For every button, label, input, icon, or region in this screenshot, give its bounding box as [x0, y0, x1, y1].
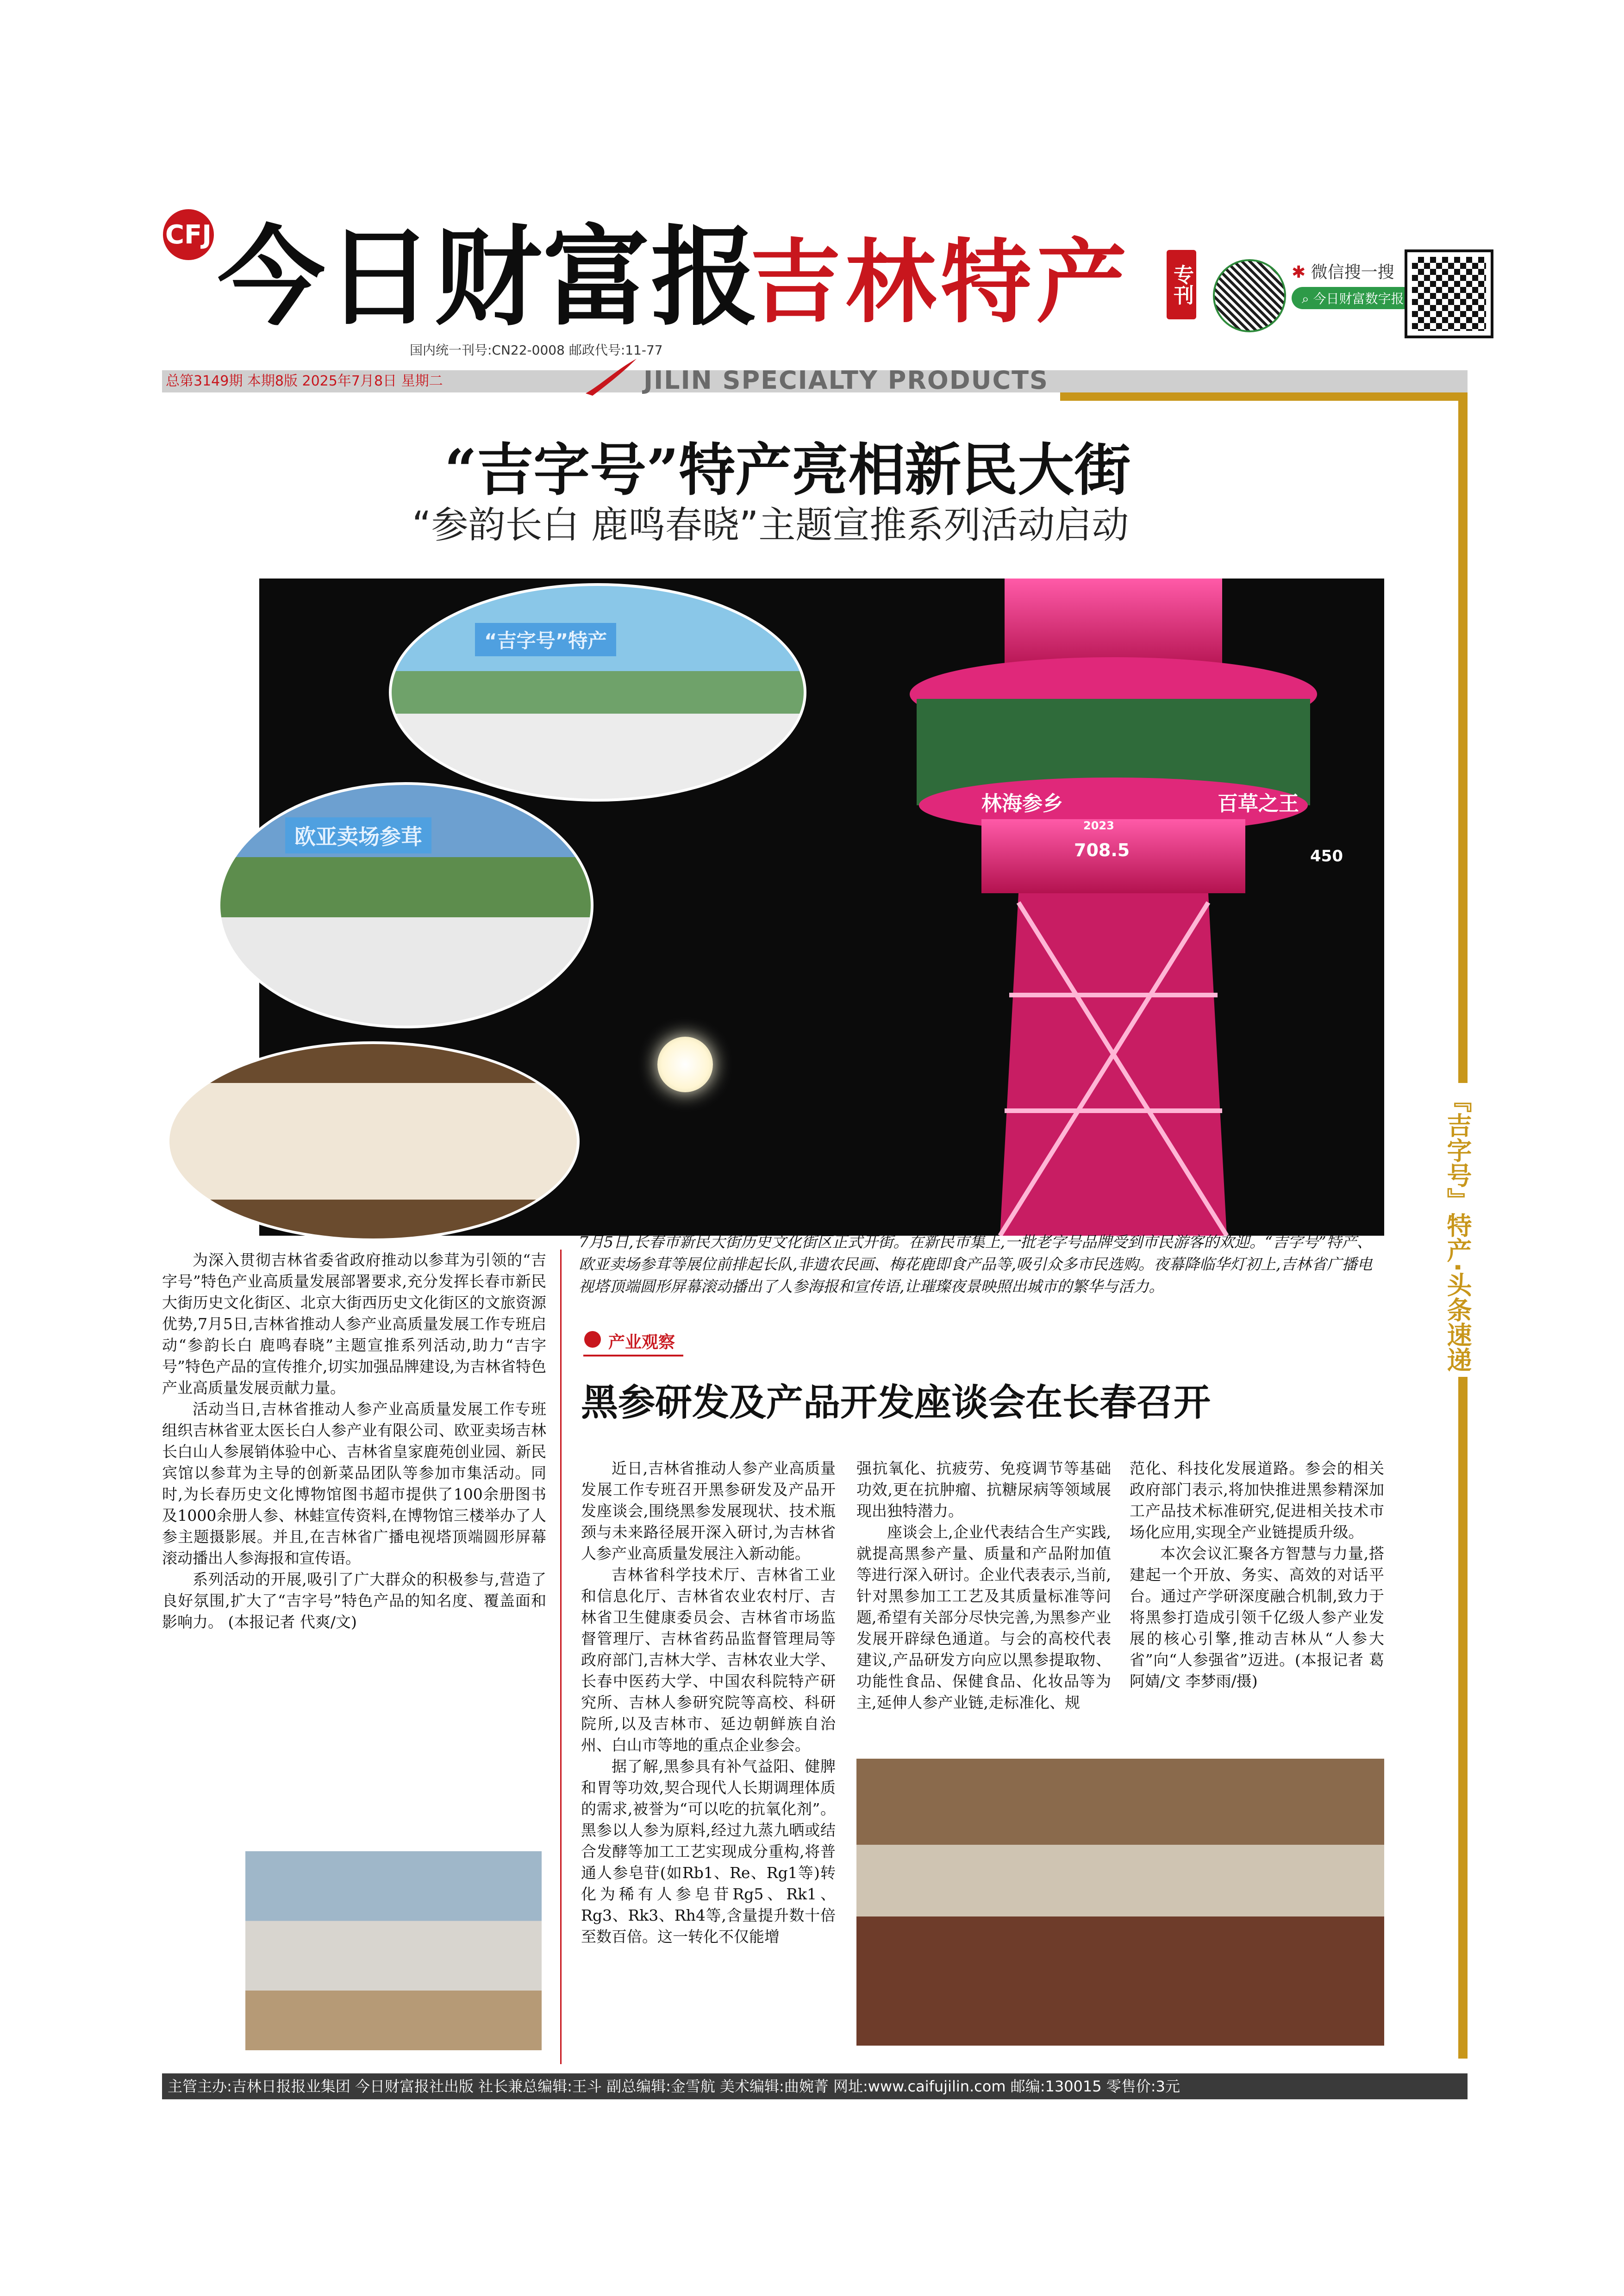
article-paragraph: 强抗氧化、抗疲劳、免疫调节等基础功效,更在抗肿瘤、抗糖尿病等领域展现出独特潜力。 [856, 1459, 1111, 1520]
article-paragraph: 近日,吉林省推动人参产业高质量发展工作专班召开黑参研发及产品开发座谈会,围绕黑参发展现状、技术瓶颈与未来路径展开深入研讨,为吉林省人参产业高质量发展注入新动能。 [581, 1459, 836, 1562]
screen-year: 2023 [1083, 819, 1114, 832]
booth-sign-1: “吉字号”特产 [475, 623, 616, 656]
market-stall-photo [245, 1851, 542, 2050]
bookshelf-photo [167, 1041, 580, 1241]
issn-line: 国内统一刊号:CN22-0008 邮政代号:11-77 [410, 342, 663, 358]
lead-paragraph: 为深入贯彻吉林省委省政府推动以参茸为引领的“吉字号”特色产业高质量发展部署要求,充分发挥长春市新民大街历史文化街区、北京大街西历史文化街区的文旅资源优势,7月5日,吉林省推动人参产业高质量发展工作专班启动“参韵长白 鹿鸣春晓”主题宣推系列活动,助力“吉字号”特色产品的宣传推介,切实加强品牌建设,为吉林省特色产业高质量发展贡献力量。 [162, 1251, 546, 1397]
qr-code[interactable] [1407, 252, 1491, 336]
lead-paragraph-text: 系列活动的开展,吸引了广大群众的积极参与,营造了良好氛围,扩大了“吉字号”特色产品的知名度、覆盖面和影响力。 [162, 1570, 546, 1631]
screen-text-left: 林海参乡 [981, 792, 1063, 815]
wechat-search-icon: ✱ [1292, 263, 1306, 282]
article-column-2 [856, 1458, 1111, 1713]
issue-info: 总第3149期 本期8版 2025年7月8日 星期二 [166, 373, 443, 389]
article-paragraph: 范化、科技化发展道路。参会的相关政府部门表示,将加快推进黑参精深加工产品技术标准研究,促进相关技术市场化应用,实现全产业链提质升级。 [1130, 1459, 1384, 1541]
screen-number-1: 708.5 [1074, 840, 1130, 860]
brand-logo: CFJ [163, 209, 214, 260]
special-edition-tag: 专刊 [1167, 250, 1196, 319]
wechat-search-label [1292, 259, 1394, 283]
booth-photo-2 [218, 782, 593, 1028]
feather-icon [583, 356, 639, 398]
footer-credits: 主管主办:吉林日报报业集团 今日财富报社出版 社长兼总编辑:王斗 副总编辑:金雪航 美术编辑:曲婉菁 网址:www.caifujilin.com 邮编:130015 零售价:3元 [162, 2073, 1468, 2099]
search-icon: ⌕ [1302, 291, 1309, 306]
booth-sign-2: 欧亚卖场参茸 [285, 817, 431, 853]
article-byline: (本报记者 葛阿婧/文 李梦雨/摄) [1130, 1651, 1384, 1690]
article-paragraph: 座谈会上,企业代表结合生产实践,就提高黑参产量、质量和产品附加值等进行深入研讨。企业代表表示,当前,针对黑参加工工艺及其质量标准等问题,希望有关部分尽快完善,为黑参产业发展开辟绿色通道。与会的高校代表建议,产品研发方向应以黑参提取物、功能性食品、保健食品、化妆品等为主,延伸人参产业链,走标准化、规 [856, 1523, 1111, 1711]
search-pill[interactable] [1292, 287, 1414, 309]
paper-name: 今日财富报 [218, 215, 760, 340]
section-tag: 产业观察 [583, 1327, 683, 1356]
meeting-photo [856, 1759, 1384, 2046]
moon [657, 1037, 713, 1092]
screen-text-right: 百草之王 [1218, 792, 1299, 815]
article-paragraph [1130, 1543, 1384, 1692]
lead-paragraph [162, 1569, 546, 1633]
article-headline: 黑参研发及产品开发座谈会在长春召开 [581, 1381, 1211, 1424]
article-column-1 [581, 1458, 836, 1948]
lead-article-body [162, 1250, 546, 1633]
article-paragraph: 吉林省科学技术厅、吉林省工业和信息化厅、吉林省农业农村厅、吉林省卫生健康委员会、吉林省市场监督管理厅、吉林省药品监督管理局等政府部门,吉林大学、吉林农业大学、长春中医药大学、中国农科院特产研究所、吉林人参研究院等高校、科研院所,以及吉林市、延边朝鲜族自治州、白山市等地的重点企业参会。 [581, 1566, 836, 1754]
english-section-title: JILIN SPECIALTY PRODUCTS [643, 366, 1049, 395]
booth-photo-1 [389, 583, 806, 802]
screen-number-2: 450 [1310, 847, 1343, 865]
photo-caption: 7月5日,长春市新民大街历史文化街区正式开街。在新民市集上,一批老字号品牌受到市民游客的欢迎。“吉字号”特产、欧亚卖场参茸等展位前排起长队,非遗农民画、梅花鹿即食产品等,吸引众多市民选购。夜幕降临华灯初上,吉林省广播电视塔顶端圆形屏幕滚动播出了人参海报和宣传语,让璀璨夜景映照出城市的繁华与活力。 [579, 1233, 1373, 1295]
search-pill-text: 今日财富数字报 [1313, 291, 1404, 306]
article-column-3 [1130, 1458, 1384, 1692]
column-rule [560, 1250, 562, 2064]
side-banner: 『吉字号』特产·头条速递 [1435, 1083, 1472, 1377]
section-name: 吉林特产 [750, 229, 1132, 336]
article-paragraph-text: 本次会议汇聚各方智慧与力量,搭建起一个开放、务实、高效的对话平台。通过产学研深度融合机制,致力于将黑参打造成引领千亿级人参产业发展的核心引擎,推动吉林从“人参大省”向“人参强省”迈进。 [1130, 1544, 1384, 1669]
tv-tower-photo [903, 579, 1338, 1236]
lead-subheadline: “参韵长白 鹿鸣春晓”主题宣推系列活动启动 [412, 504, 1129, 547]
article-paragraph: 据了解,黑参具有补气益阳、健脾和胃等功效,契合现代人长期调理体质的需求,被誉为“可以吃的抗氧化剂”。黑参以人参为原料,经过九蒸九晒或结合发酵等加工工艺实现成分重构,将普通人参皂苷(如Rb1、Re、Rg1等)转化为稀有人参皂苷Rg5、Rk1、Rg3、Rk3、Rh4等,含量提升数十倍至数百倍。这一转化不仅能增 [581, 1757, 836, 1946]
lead-byline: (本报记者 代爽/文) [228, 1613, 357, 1631]
gold-rule-top [1060, 392, 1468, 401]
wechat-search-text: 微信搜一搜 [1311, 263, 1394, 282]
lead-headline: “吉字号”特产亮相新民大街 [444, 436, 1131, 503]
mini-program-code[interactable] [1213, 259, 1286, 332]
lead-paragraph: 活动当日,吉林省推动人参产业高质量发展工作专班组织吉林省亚太医长白人参产业有限公司、欧亚卖场吉林长白山人参展销体验中心、吉林省皇家鹿苑创业园、新民宾馆以参茸为主导的创新菜品团队等参加市集活动。同时,为长春历史文化博物馆图书超市提供了100余册图书及1000余册人参、林蛙宣传资料,在博物馆三楼举办了人参主题摄影展。并且,在吉林省广播电视塔顶端圆形屏幕滚动播出人参海报和宣传语。 [162, 1400, 546, 1567]
